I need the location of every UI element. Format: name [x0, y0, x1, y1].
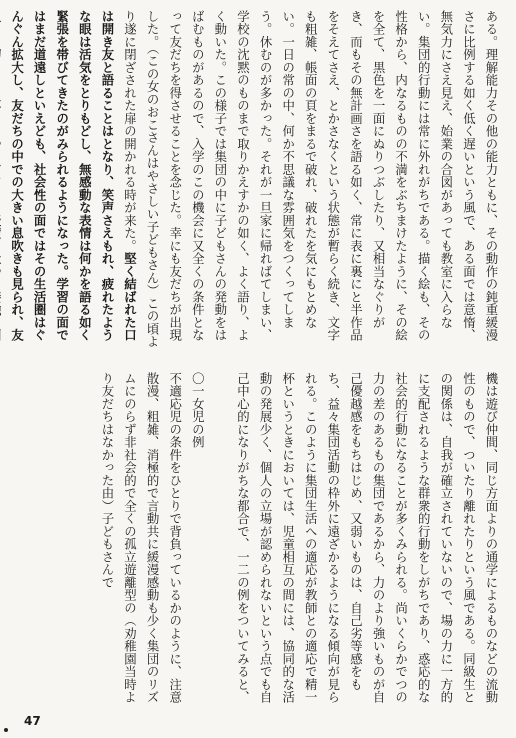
- paragraph: 不適応児の条件をひとりで背負っているかのように、注意散漫、粗雑、消極的で言動共に緩漫感動も少く集団のリズムにのらず非社会的で全くの孤立遊離型の（劝稚園当時より友だちはなかった由）子どもさんで: [99, 372, 183, 704]
- paragraph: 堅く結ばれた口は開き友と語ることはとなり、笑声さえもれ、疲れたような眼は活気をとりもどし、無感動な表情は何かを語る如く緊張を帯びてきたのがみられるようになった。学習の面ではまだ道遠しといえども、社会性の面ではその生活圏はぐんぐん拡大し、友だちの中での大きい息吹きも見られ、友: [9, 10, 138, 342]
- paragraph: ある。理解能力その他の能力ともに、その動作の鈍重緩漫さに比例する如く低く遅いという風で、ある面では意惰、無気力にさえ見え、始業の合図があっても教室に入らない。集団的行動には常に外れがちである。描く絵も、その性格から、内なるものの不満をぶちまけたように、その絵を全て、黒色を一面にぬりつぶしたり、又相当なぐりがき、而もその無計画さを語る如く、常に表に裏にと半作品をそえてさえ、とかさなくという状態が暫らく続き、文字も粗雑、帳面の頁をまるで破れ、破れたを気にもとめない。一日の常の中、何か不思議な雰囲気をつくってしまう。休むのが多かった。それが一旦家に帰ればてしまい、学校の沈黙のものまで取りかえすかの如く、よく語り、よく動いた。この様子では集団の中に子どもさんの発動をはばむものがあるので、入学のこの機会に又全くの条件となって友だちを得させることを念じた。幸にも友だちが出現した。（この女のおこさんはやさしい子どもさん）この頃より遂に閉ざされた扉の開かれる時が来た。: [122, 10, 499, 349]
- page-number: 47: [24, 714, 41, 728]
- text-column-bottom: [20, 372, 502, 712]
- paragraph: 機は遊び仲間、同じ方面よりの通学によるものなどの流動性のもので、ついたり離れたりという風である。同級生との関係は、自我が確立されていないので、場の力に一方的に支配されるような群衆的行動をしがちであり、惑応的な社会的行動になることが多くみられる。尚いくらかでつの力の差のあるもの集団であるから、力のより強いものが自己優越感をもちはじめ、又弱いものは、自己劣等感をもち、益々集団活動の枠外に遠ざかるようになる傾向が見られる。このように集団生活への適応が教師との適応で精一杯というときにおいては、児童相互の間には、協同的な活動の発展少く、個人の立場が認められないという点でも自己中心的になりがちな都合で、一二の例をついてみると、: [235, 372, 499, 704]
- text-column-top: [9, 10, 502, 354]
- section-heading: 〇一女児の例: [190, 372, 206, 449]
- corner-dot: [4, 728, 8, 732]
